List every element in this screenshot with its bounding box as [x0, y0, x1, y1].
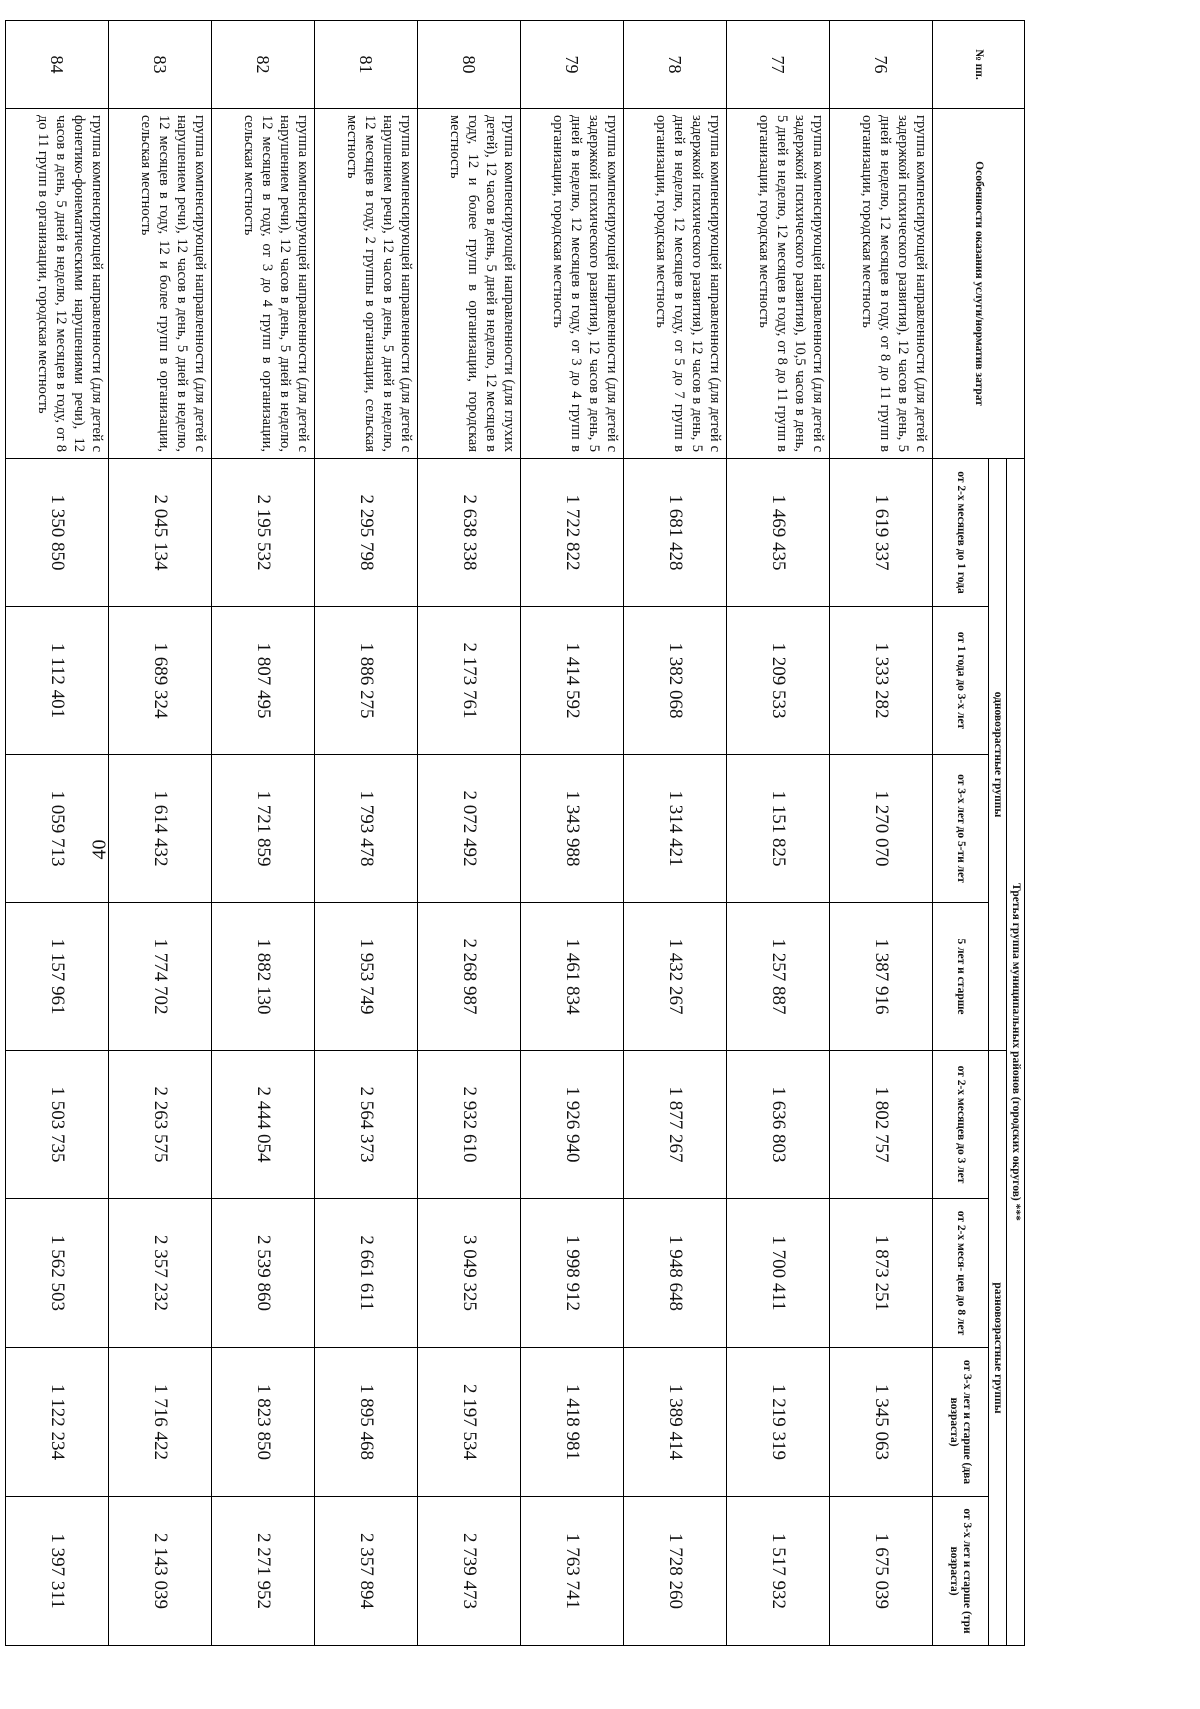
- row-description: группа компенсирующей направленности (для детей с задержкой психического развития), 12 часов в день, 5 дней в неделю, 12 месяцев в году, от 5 до 7 групп в организации, городская местность: [623, 109, 726, 459]
- cost-value: 1 151 825: [726, 755, 829, 903]
- cost-value: 1 343 988: [520, 755, 623, 903]
- cost-value: 1 700 411: [726, 1199, 829, 1348]
- row-number: 78: [623, 21, 726, 109]
- cost-value: 1 807 495: [211, 607, 314, 755]
- cost-value: 2 638 338: [417, 459, 520, 607]
- cost-value: 2 271 952: [211, 1497, 314, 1646]
- header-col-6: от 2-х меся- цев до 8 лет: [932, 1199, 988, 1348]
- cost-norms-table: [5, 20, 1025, 1646]
- cost-value: 1 469 435: [726, 459, 829, 607]
- table-row: [5, 21, 108, 1646]
- cost-value: 2 661 611: [314, 1199, 417, 1348]
- cost-value: 1 562 503: [5, 1199, 108, 1348]
- table-row: [829, 21, 932, 1646]
- cost-value: 1 333 282: [829, 607, 932, 755]
- cost-value: 1 614 432: [108, 755, 211, 903]
- cost-value: 1 461 834: [520, 903, 623, 1051]
- row-number: 80: [417, 21, 520, 109]
- cost-value: 1 432 267: [623, 903, 726, 1051]
- header-col-1: от 2-х месяцев до 1 года: [932, 459, 988, 607]
- cost-value: 1 397 311: [5, 1497, 108, 1646]
- cost-value: 1 763 741: [520, 1497, 623, 1646]
- cost-value: 2 197 534: [417, 1348, 520, 1497]
- cost-value: 2 357 894: [314, 1497, 417, 1646]
- header-group-title: Третья группа муниципальных районов (городских округов) ***: [1006, 459, 1024, 1646]
- table-row: [314, 21, 417, 1646]
- cost-value: 1 345 063: [829, 1348, 932, 1497]
- cost-value: 1 382 068: [623, 607, 726, 755]
- table-row: [726, 21, 829, 1646]
- cost-value: 1 503 735: [5, 1051, 108, 1199]
- cost-value: 1 721 859: [211, 755, 314, 903]
- cost-value: 1 877 267: [623, 1051, 726, 1199]
- cost-value: 1 257 887: [726, 903, 829, 1051]
- cost-value: 1 636 803: [726, 1051, 829, 1199]
- row-description: группа компенсирующей направленности (для детей с задержкой психического развития), 12 часов в день, 5 дней в неделю, 12 месяцев в году, от 8 до 11 групп в организации, городская местность: [829, 109, 932, 459]
- row-number: 84: [5, 21, 108, 109]
- rotated-table-container: [22, 20, 1025, 1645]
- table-row: [211, 21, 314, 1646]
- cost-value: 1 793 478: [314, 755, 417, 903]
- row-number: 81: [314, 21, 417, 109]
- row-number: 76: [829, 21, 932, 109]
- header-mixed-age: разновозрастные группы: [988, 1051, 1006, 1646]
- header-col-7: от 3-х лет и старше (два возраста): [932, 1348, 988, 1497]
- table-row: [623, 21, 726, 1646]
- cost-value: 2 268 987: [417, 903, 520, 1051]
- row-description: группа компенсирующей направленности (для детей с задержкой психического развития), 12 часов в день, 5 дней в неделю, 12 месяцев в году, от 3 до 4 групп в организации, городская местность: [520, 109, 623, 459]
- row-number: 77: [726, 21, 829, 109]
- cost-value: 1 948 648: [623, 1199, 726, 1348]
- header-feature: Особенности оказания услуги/норматив затрат: [932, 109, 1024, 459]
- cost-value: 1 882 130: [211, 903, 314, 1051]
- cost-value: 2 739 473: [417, 1497, 520, 1646]
- cost-value: 2 263 575: [108, 1051, 211, 1199]
- cost-value: 1 619 337: [829, 459, 932, 607]
- cost-value: 1 389 414: [623, 1348, 726, 1497]
- row-description: группа компенсирующей направленности (для детей с фонетико-фонематическими нарушениями речи), 12 часов в день, 5 дней в неделю, 12 месяцев в году, от 8 до 11 групп в организации, городская местность: [5, 109, 108, 459]
- table-row: [417, 21, 520, 1646]
- cost-value: 1 873 251: [829, 1199, 932, 1348]
- cost-value: 1 722 822: [520, 459, 623, 607]
- cost-value: 1 895 468: [314, 1348, 417, 1497]
- cost-value: 1 350 850: [5, 459, 108, 607]
- cost-value: 1 387 916: [829, 903, 932, 1051]
- header-no: № пп.: [932, 21, 1024, 109]
- cost-value: 1 926 940: [520, 1051, 623, 1199]
- header-col-3: от 3-х лет до 5-ти лет: [932, 755, 988, 903]
- cost-value: 1 418 981: [520, 1348, 623, 1497]
- table-row: [520, 21, 623, 1646]
- cost-value: 1 998 912: [520, 1199, 623, 1348]
- cost-value: 1 219 319: [726, 1348, 829, 1497]
- cost-value: 2 932 610: [417, 1051, 520, 1199]
- row-description: группа компенсирующей направленности (для детей с задержкой психического развития), 10,5 часов в день, 5 дней в неделю, 12 месяцев в году, от 8 до 11 групп в организации, городская местность: [726, 109, 829, 459]
- header-col-8: от 3-х лет и старше (три возраста): [932, 1497, 988, 1646]
- row-number: 82: [211, 21, 314, 109]
- header-col-4: 5 лет и старше: [932, 903, 988, 1051]
- header-col-5: от 2-х месяцев до 3 лет: [932, 1051, 988, 1199]
- cost-value: 2 072 492: [417, 755, 520, 903]
- cost-value: 2 045 134: [108, 459, 211, 607]
- cost-value: 1 953 749: [314, 903, 417, 1051]
- cost-value: 1 716 422: [108, 1348, 211, 1497]
- row-number: 83: [108, 21, 211, 109]
- page-number: 40: [88, 839, 111, 860]
- row-description: группа компенсирующей направленности (для детей с нарушением речи), 12 часов в день, 5 дней в неделю, 12 месяцев в году, 12 и более групп в организации, сельская местность: [108, 109, 211, 459]
- cost-value: 3 049 325: [417, 1199, 520, 1348]
- cost-value: 1 059 713: [5, 755, 108, 903]
- cost-value: 1 209 533: [726, 607, 829, 755]
- table-body: [5, 21, 932, 1646]
- cost-value: 2 173 761: [417, 607, 520, 755]
- cost-value: 1 122 234: [5, 1348, 108, 1497]
- cost-value: 1 112 401: [5, 607, 108, 755]
- cost-value: 2 195 532: [211, 459, 314, 607]
- row-description: группа компенсирующей направленности (для глухих детей), 12 часов в день, 5 дней в неделю, 12 месяцев в году, 12 и более групп в организации, городская местность: [417, 109, 520, 459]
- cost-value: 1 728 260: [623, 1497, 726, 1646]
- table-row: [108, 21, 211, 1646]
- cost-value: 1 681 428: [623, 459, 726, 607]
- cost-value: 2 357 232: [108, 1199, 211, 1348]
- row-number: 79: [520, 21, 623, 109]
- row-description: группа компенсирующей направленности (для детей с нарушением речи), 12 часов в день, 5 дней в неделю, 12 месяцев в году, от 3 до 4 групп в организации, сельская местность: [211, 109, 314, 459]
- cost-value: 1 802 757: [829, 1051, 932, 1199]
- cost-value: 1 270 070: [829, 755, 932, 903]
- cost-value: 1 689 324: [108, 607, 211, 755]
- cost-value: 2 295 798: [314, 459, 417, 607]
- row-description: группа компенсирующей направленности (для детей с нарушением речи), 12 часов в день, 5 дней в неделю, 12 месяцев в году, 2 группы в организации, сельская местность: [314, 109, 417, 459]
- cost-value: 1 823 850: [211, 1348, 314, 1497]
- cost-value: 1 774 702: [108, 903, 211, 1051]
- cost-value: 2 143 039: [108, 1497, 211, 1646]
- cost-value: 1 414 592: [520, 607, 623, 755]
- header-single-age: одновозрастные группы: [988, 459, 1006, 1051]
- cost-value: 1 886 275: [314, 607, 417, 755]
- cost-value: 1 314 421: [623, 755, 726, 903]
- cost-value: 1 517 932: [726, 1497, 829, 1646]
- cost-value: 1 675 039: [829, 1497, 932, 1646]
- header-col-2: от 1 года до 3-х лет: [932, 607, 988, 755]
- cost-value: 1 157 961: [5, 903, 108, 1051]
- cost-value: 2 564 373: [314, 1051, 417, 1199]
- cost-value: 2 444 054: [211, 1051, 314, 1199]
- cost-value: 2 539 860: [211, 1199, 314, 1348]
